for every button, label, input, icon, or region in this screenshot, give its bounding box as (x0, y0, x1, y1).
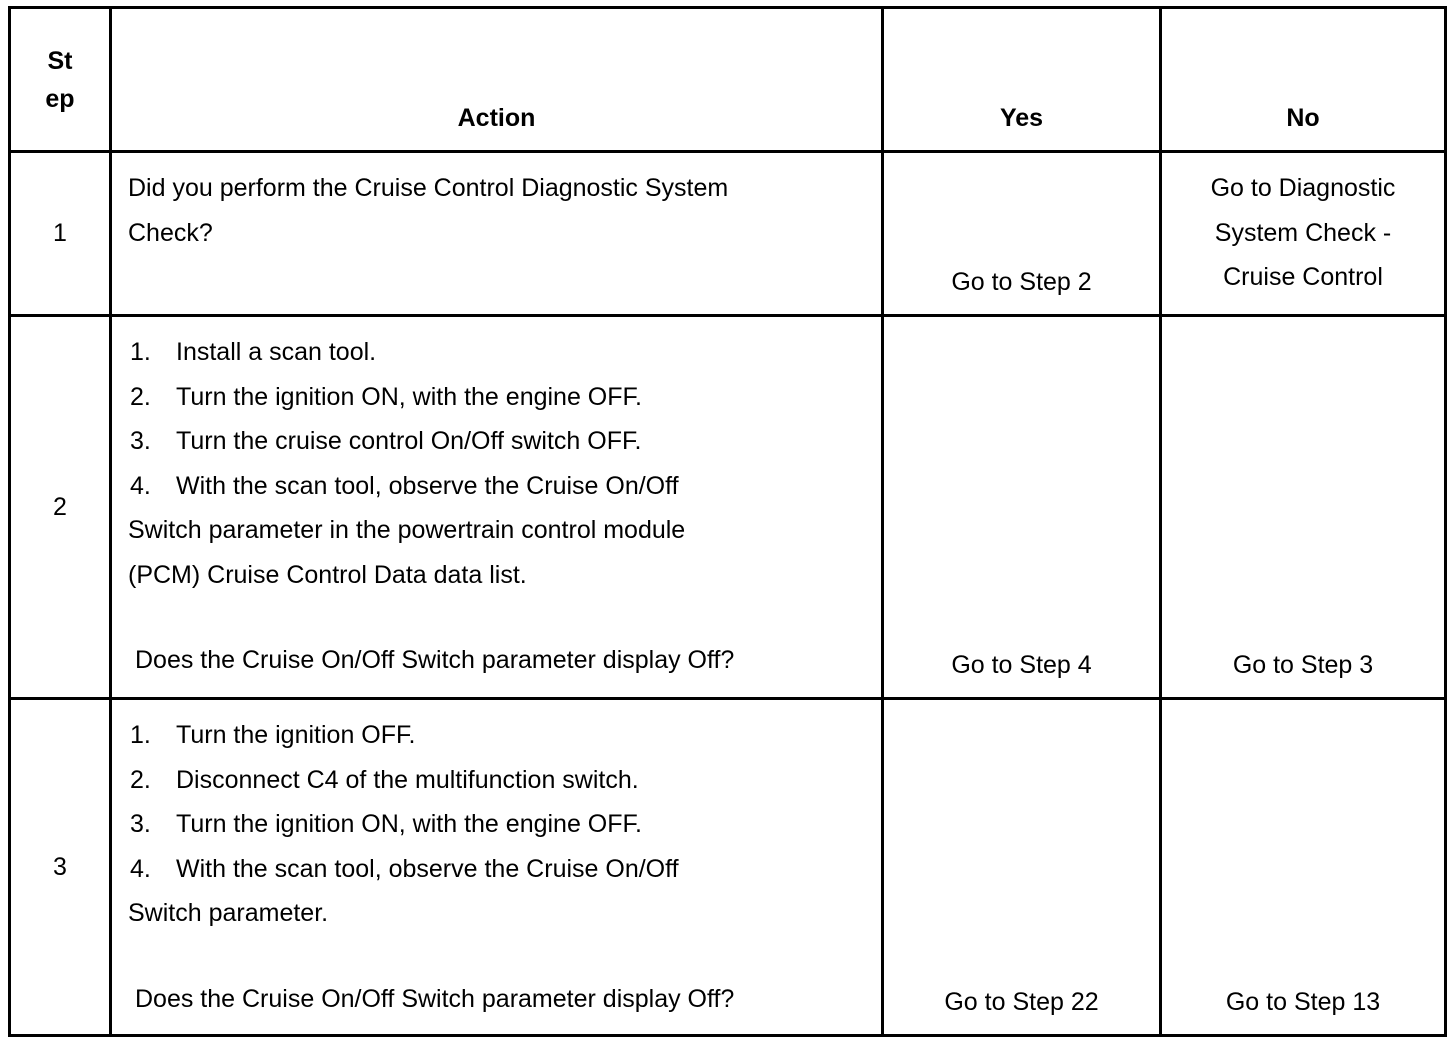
table-row (10, 152, 1446, 316)
diagnostic-table (8, 6, 1447, 1037)
list-number: 4. (130, 854, 151, 883)
question: Does the Cruise On/Off Switch parameter display Off? (135, 984, 735, 1013)
table-row (10, 699, 1446, 1036)
continuation-line: (PCM) Cruise Control Data data list. (128, 560, 527, 589)
yes-cell: Go to Step 22 (883, 699, 1161, 1036)
no-cell: Go to Step 13 (1161, 699, 1446, 1036)
list-text: Turn the ignition ON, with the engine OFF. (176, 382, 642, 411)
list-item (128, 758, 881, 803)
header-step (10, 8, 111, 152)
action-line: Did you perform the Cruise Control Diagnostic System (128, 174, 729, 202)
list-item (128, 464, 881, 509)
no-cell (1161, 152, 1446, 316)
no-line: Cruise Control (1223, 263, 1383, 291)
list-item (128, 419, 881, 464)
action-line: Check? (128, 218, 213, 247)
list-text: With the scan tool, observe the Cruise On/Off (176, 471, 679, 500)
step-number: 1 (10, 152, 111, 316)
list-number: 3. (130, 810, 151, 838)
list-text: Disconnect C4 of the multifunction switch. (176, 765, 639, 794)
no-line: System Check - (1214, 218, 1392, 247)
no-cell: Go to Step 3 (1161, 316, 1446, 699)
action-cell (111, 316, 883, 699)
yes-cell: Go to Step 4 (883, 316, 1161, 699)
step-number: 3 (10, 699, 111, 1036)
action-cell (111, 152, 883, 316)
header-step-line2: ep (45, 84, 75, 113)
list-text: Turn the ignition OFF. (176, 721, 416, 749)
no-line: Go to Diagnostic (1210, 174, 1396, 202)
list-item (128, 330, 881, 375)
list-number: 3. (130, 427, 151, 455)
list-text: With the scan tool, observe the Cruise On/Off (176, 854, 679, 883)
spacer (128, 597, 881, 638)
list-number: 2. (130, 765, 151, 794)
list-item (128, 847, 881, 892)
header-step-line1: St (47, 46, 73, 75)
continuation-line: Switch parameter in the powertrain control module (128, 516, 686, 544)
list-number: 2. (130, 382, 151, 411)
list-number: 1. (130, 721, 151, 749)
action-cell (111, 699, 883, 1036)
list-number: 4. (130, 471, 151, 500)
spacer (128, 936, 881, 977)
list-item (128, 713, 881, 758)
list-number: 1. (130, 338, 151, 366)
table-row (10, 316, 1446, 699)
list-text: Turn the ignition ON, with the engine OFF. (176, 810, 642, 838)
yes-cell: Go to Step 2 (883, 152, 1161, 316)
list-item (128, 802, 881, 847)
header-row (10, 8, 1446, 152)
list-text: Install a scan tool. (176, 338, 377, 366)
continuation-line: Switch parameter. (128, 899, 329, 927)
question: Does the Cruise On/Off Switch parameter display Off? (135, 646, 735, 674)
header-no: No (1161, 8, 1446, 152)
list-text: Turn the cruise control On/Off switch OFF. (176, 427, 642, 455)
step-number: 2 (10, 316, 111, 699)
header-yes: Yes (883, 8, 1161, 152)
list-item (128, 375, 881, 420)
header-action: Action (111, 8, 883, 152)
